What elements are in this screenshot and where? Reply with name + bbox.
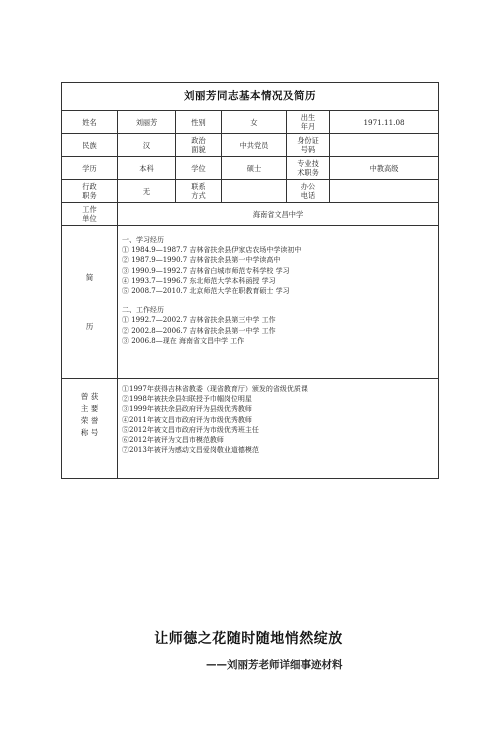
gender-value: 女: [222, 111, 287, 134]
honors-label: [62, 379, 118, 479]
honor-item: ②1998年被扶余县妇联授予巾帼岗位明星: [122, 395, 252, 404]
ethnicity-value: 汉: [118, 134, 176, 157]
phone-label: [287, 180, 330, 203]
admin-label-line1: 行政: [82, 182, 97, 191]
honor-item: ⑦2013年被评为感动文昌爱岗敬业道德模范: [122, 446, 259, 455]
unit-label-line1: 工作: [82, 205, 97, 214]
work-item: ② 2002.8—2006.7 吉林省扶余县第一中学 工作: [122, 326, 276, 335]
contact-label-line1: 联系: [191, 182, 206, 191]
degree-value: 硕士: [222, 157, 287, 180]
phone-label-line2: 电话: [300, 191, 316, 200]
honor-item: ⑤2012年被文昌市政府评为市级优秀班主任: [122, 425, 259, 434]
name-value: 刘丽芳: [118, 111, 176, 134]
resume-label: [62, 226, 118, 379]
admin-value: 无: [118, 180, 176, 203]
contact-value: [222, 180, 287, 203]
politics-label-line1: 政治: [191, 136, 206, 145]
birth-value: 1971.11.08: [330, 111, 439, 134]
honors-label-line: 称 号: [80, 428, 99, 437]
gender-label: 性别: [176, 111, 222, 134]
article-title: 让师德之花随时随地悄然绽放: [154, 631, 343, 647]
work-item: ① 1992.7—2002.7 吉林省扶余县第三中学 工作: [122, 316, 276, 325]
title-value: 中教高级: [330, 157, 439, 180]
profile-form: [61, 82, 438, 479]
honor-item: ③1999年被扶余县政府评为县级优秀教师: [122, 405, 252, 414]
phone-label-line1: 办公: [300, 182, 316, 191]
id-label-line2: 号码: [300, 145, 316, 154]
id-value: [330, 134, 439, 157]
education-label: 学历: [62, 157, 118, 180]
unit-label-line2: 单位: [82, 214, 97, 223]
article-subtitle: ——刘丽芳老师详细事迹材料: [206, 659, 343, 671]
birth-label-line1: 出生: [300, 113, 316, 122]
title-label-line1: 专业技: [297, 159, 319, 168]
resume-label-bottom: 历: [85, 322, 94, 331]
honor-item: ①1997年获得吉林省教委（现省教育厅）颁发的省级优质课: [122, 385, 308, 393]
politics-label: [176, 134, 222, 157]
study-item: ③ 1990.9—1992.7 吉林省白城市师范专科学校 学习: [122, 266, 290, 275]
honors-label-line: 曾 获: [80, 392, 99, 401]
admin-label: [62, 180, 118, 203]
contact-label: [176, 180, 222, 203]
birth-label-line2: 年月: [300, 122, 316, 131]
resume-label-top: 简: [85, 273, 94, 282]
education-value: 本科: [118, 157, 176, 180]
work-item: ③ 2006.8—现在 海南省文昌中学 工作: [122, 336, 245, 345]
honor-item: ⑥2012年被评为文昌市模范教师: [122, 436, 224, 445]
title-label: [287, 157, 330, 180]
profile-table: [61, 82, 439, 479]
resume-content: [118, 226, 439, 379]
ethnicity-label: 民族: [62, 134, 118, 157]
study-item: ④ 1993.7—1996.7 东北师范大学本科函授 学习: [122, 276, 276, 285]
work-heading: 二、工作经历: [122, 306, 164, 315]
id-label-line1: 身份证: [297, 136, 319, 145]
id-label: [287, 134, 330, 157]
contact-label-line2: 方式: [191, 191, 206, 200]
honors-content: [118, 379, 439, 479]
unit-value: 海南省文昌中学: [118, 203, 439, 226]
birth-label: [287, 111, 330, 134]
politics-label-line2: 面貌: [191, 145, 206, 154]
title-label-line2: 术职务: [297, 168, 319, 177]
study-heading: 一、学习经历: [122, 236, 164, 244]
politics-value: 中共党员: [222, 134, 287, 157]
honors-label-line: 荣 誉: [80, 416, 99, 425]
study-item: ② 1987.9—1990.7 吉林省扶余县第一中学读高中: [122, 256, 281, 265]
honors-label-line: 主 要: [80, 404, 99, 413]
honor-item: ④2011年被文昌市政府评为市级优秀教师: [122, 415, 252, 424]
phone-value: [330, 180, 439, 203]
study-item: ① 1984.9—1987.7 吉林省扶余县伊家店农场中学读初中: [122, 246, 302, 255]
unit-label: [62, 203, 118, 226]
study-item: ⑤ 2008.7—2010.7 北京师范大学在职教育硕士 学习: [122, 287, 290, 296]
table-title: 刘丽芳同志基本情况及简历: [62, 83, 439, 111]
degree-label: 学位: [176, 157, 222, 180]
admin-label-line2: 职务: [82, 191, 97, 200]
name-label: 姓名: [62, 111, 118, 134]
